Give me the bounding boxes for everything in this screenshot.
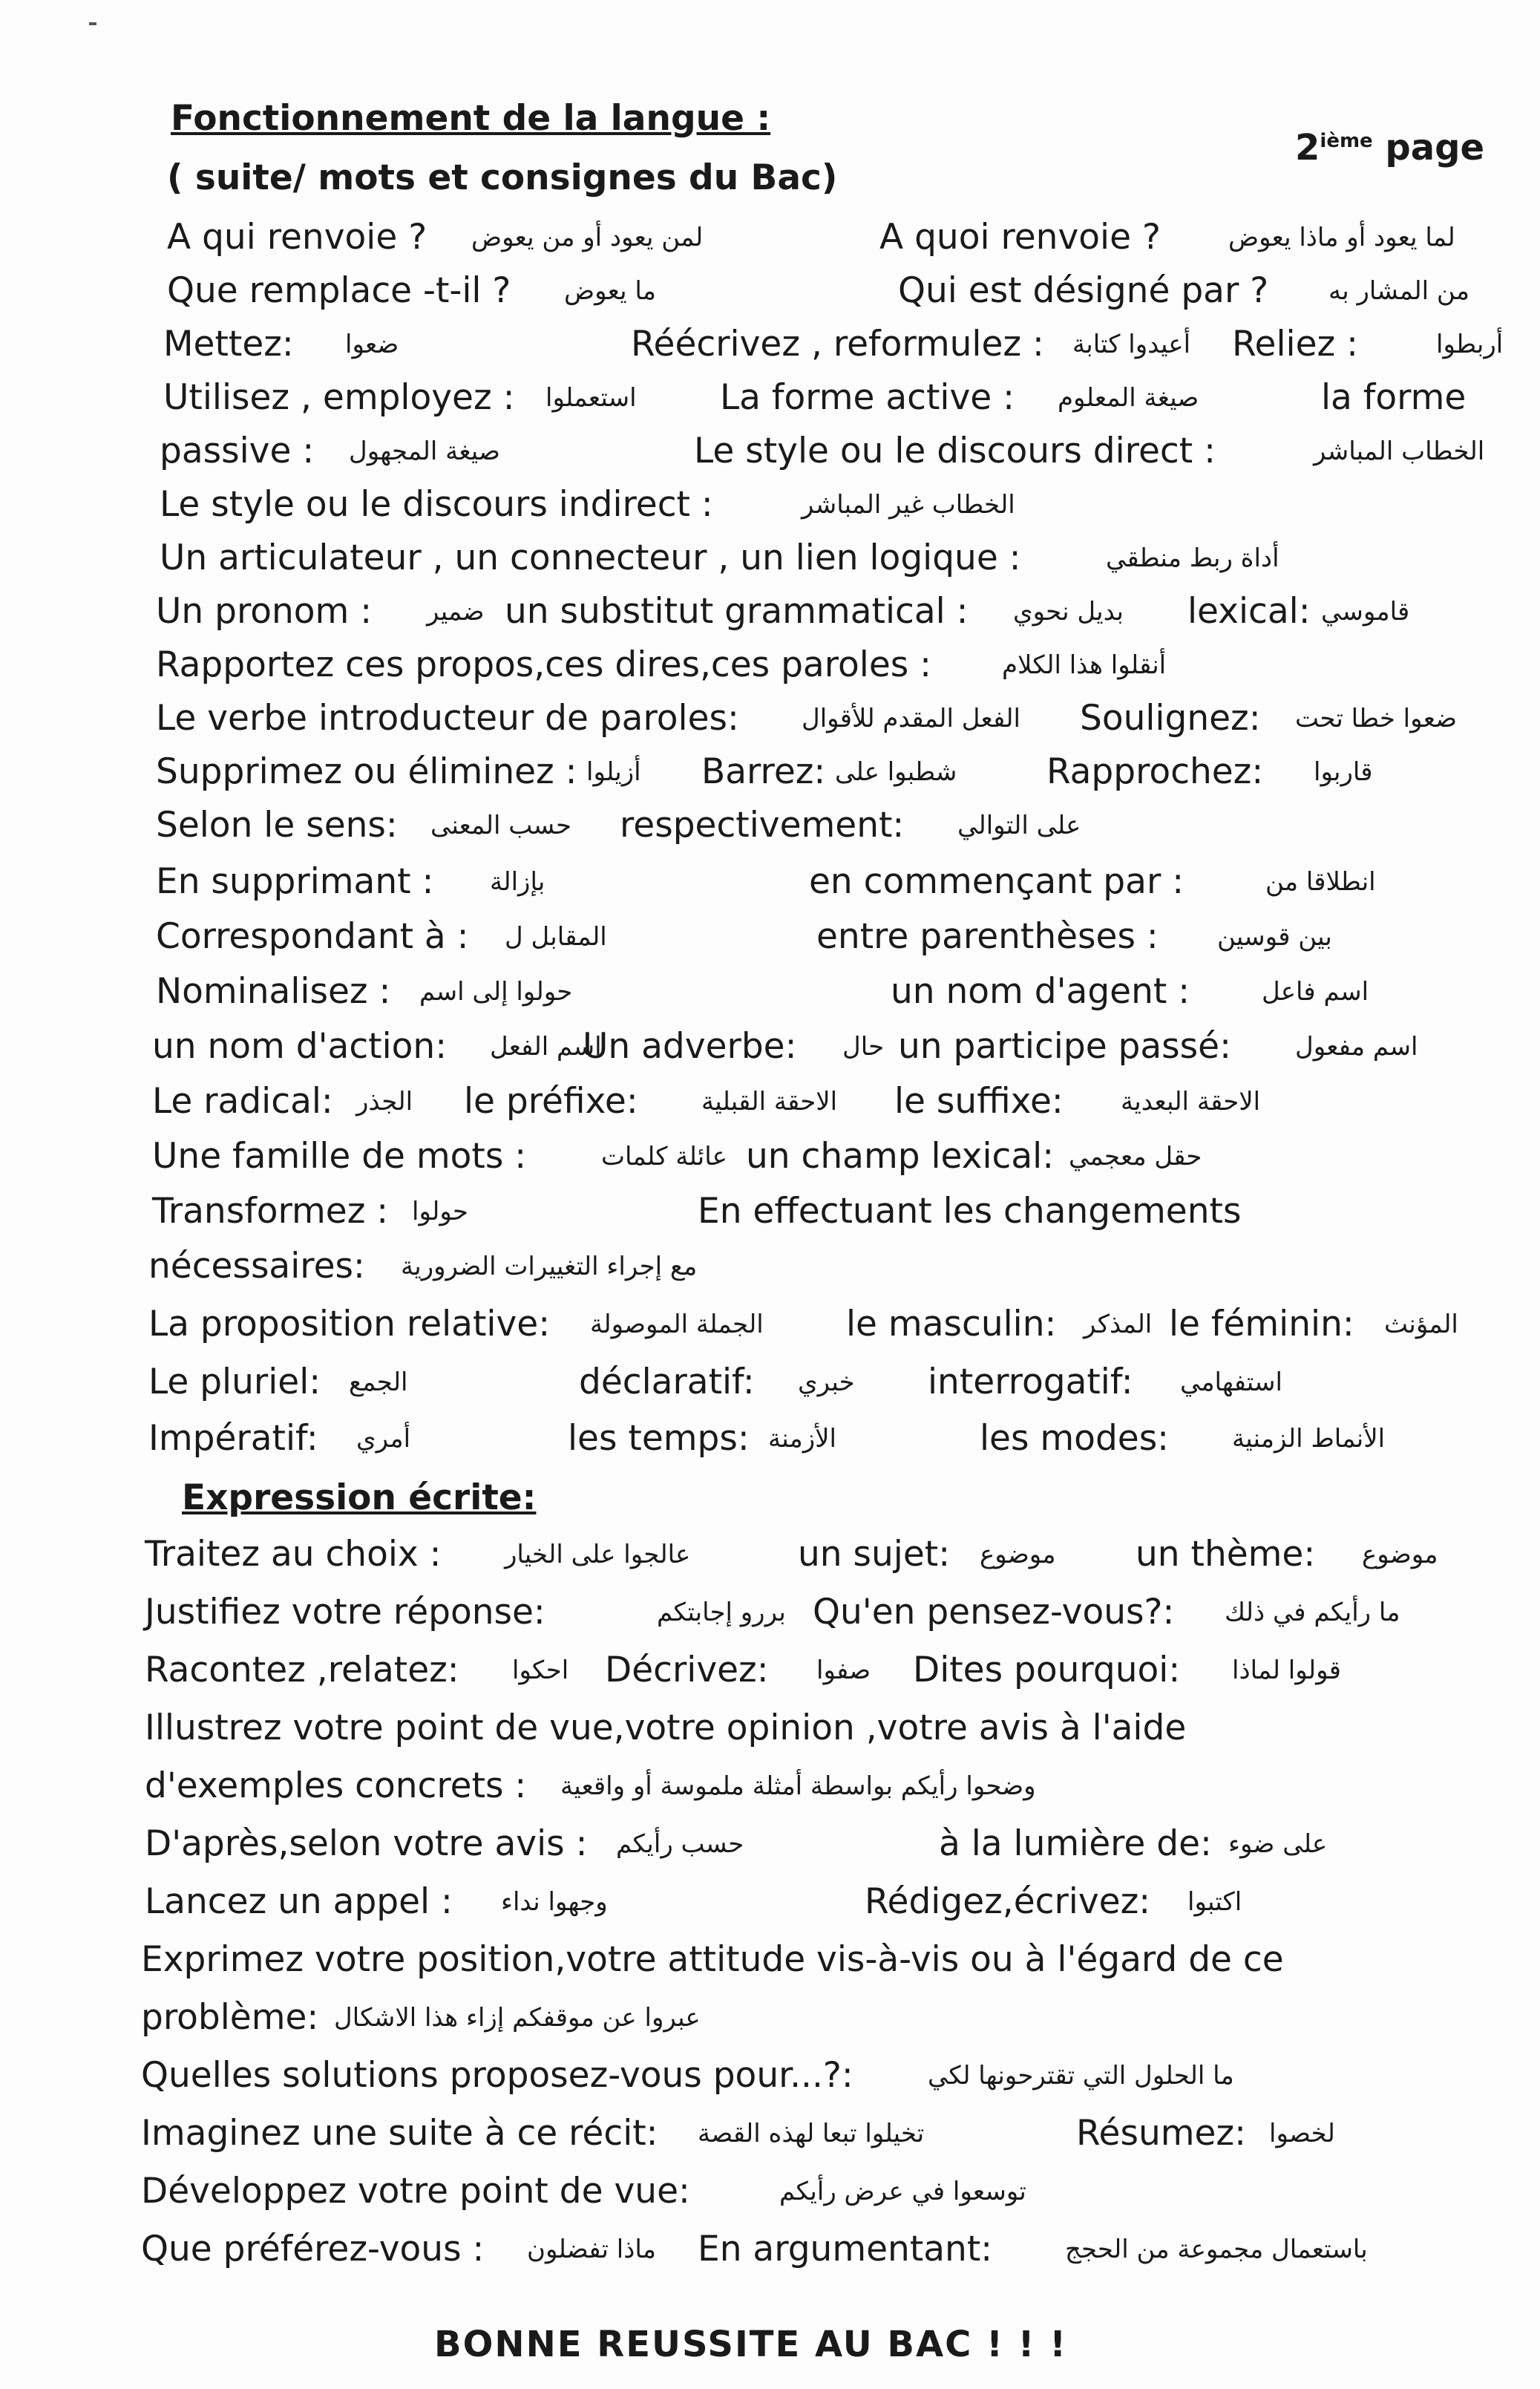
term-ar: من المشار به <box>1328 276 1469 306</box>
term-ar: صفوا <box>816 1656 871 1685</box>
term-fr: Développez votre point de vue: <box>141 2171 690 2212</box>
vocab-line <box>0 1134 1540 1194</box>
term-fr: le féminin: <box>1169 1304 1354 1344</box>
expression-line <box>0 1764 1540 1823</box>
term-fr: En supprimant : <box>156 861 434 902</box>
term-ar: أمري <box>356 1424 411 1454</box>
term-fr: Le radical: <box>152 1081 333 1122</box>
term-ar: حولوا إلى اسم <box>419 977 573 1007</box>
term-fr: Que préférez-vous : <box>141 2229 485 2269</box>
term-fr: A quoi renvoie ? <box>879 217 1161 258</box>
term-ar: اسم فاعل <box>1262 977 1369 1007</box>
page-word: page <box>1385 127 1485 169</box>
term-fr: Selon le sens: <box>156 805 398 846</box>
vocab-line <box>0 643 1540 702</box>
term-ar: حولوا <box>412 1197 468 1226</box>
term-ar: عائلة كلمات <box>601 1142 727 1171</box>
term-ar: موضوع <box>980 1540 1056 1569</box>
term-fr: nécessaires: <box>148 1246 365 1287</box>
vocab-line <box>0 589 1540 649</box>
term-fr: un substitut grammatical : <box>505 591 969 632</box>
term-fr: Exprimez votre position,votre attitude vis-à-vis ou à l'égard de ce <box>141 1939 1284 1980</box>
term-ar: الاحقة القبلية <box>701 1087 838 1117</box>
term-ar: بإزالة <box>490 867 545 897</box>
term-ar: ضمير <box>427 597 485 627</box>
vocab-line <box>0 429 1540 488</box>
term-fr: En effectuant les changements <box>698 1191 1242 1232</box>
section-subtitle: ( suite/ mots et consignes du Bac) <box>167 157 838 198</box>
vocab-line <box>0 1302 1540 1362</box>
term-ar: توسعوا في عرض رأيكم <box>779 2177 1026 2206</box>
term-fr: Reliez : <box>1232 324 1358 365</box>
term-fr: Barrez: <box>701 751 826 792</box>
term-fr: D'après,selon votre avis : <box>145 1823 588 1864</box>
term-fr: Que remplace -t-il ? <box>167 270 511 311</box>
term-ar: الجمع <box>349 1367 408 1397</box>
vocab-line <box>0 750 1540 809</box>
term-ar: الاحقة البعدية <box>1121 1087 1261 1117</box>
term-fr: Traitez au choix : <box>145 1534 442 1575</box>
expression-line <box>0 1996 1540 2055</box>
term-fr: un champ lexical: <box>746 1136 1055 1177</box>
vocab-line <box>0 1079 1540 1139</box>
scan-speck <box>89 22 96 25</box>
vocab-line <box>0 215 1540 275</box>
term-fr: d'exemples concrets : <box>145 1765 527 1806</box>
term-fr: Mettez: <box>163 324 294 365</box>
term-fr: passive : <box>160 431 315 471</box>
term-fr: Lancez un appel : <box>145 1881 453 1922</box>
term-ar: صيغة المعلوم <box>1058 383 1199 413</box>
term-ar: أزيلوا <box>586 757 641 787</box>
term-ar: صيغة المجهول <box>349 437 500 466</box>
term-ar: لما يعود أو ماذا يعوض <box>1228 223 1455 252</box>
term-fr: Le verbe introducteur de paroles: <box>156 698 739 739</box>
expression-line <box>0 2111 1540 2171</box>
term-fr: Soulignez: <box>1080 698 1261 739</box>
vocab-line <box>0 970 1540 1029</box>
term-ar: اسم مفعول <box>1295 1032 1418 1062</box>
term-ar: ما يعوض <box>564 276 656 306</box>
vocab-line <box>0 536 1540 595</box>
term-fr: Réécrivez , reformulez : <box>631 324 1044 365</box>
vocab-line <box>0 696 1540 756</box>
term-fr: Impératif: <box>148 1418 318 1459</box>
expression-line <box>0 1938 1540 1997</box>
term-ar: الخطاب غير المباشر <box>802 490 1015 520</box>
term-fr: un participe passé: <box>898 1026 1231 1067</box>
term-ar: أعيدوا كتابة <box>1072 330 1191 359</box>
expression-line <box>0 1590 1540 1650</box>
term-fr: un sujet: <box>798 1534 951 1575</box>
term-ar: استعملوا <box>545 383 637 413</box>
term-ar: على التوالي <box>957 811 1081 840</box>
term-fr: le masculin: <box>846 1304 1057 1344</box>
term-ar: أنقلوا هذا الكلام <box>1002 650 1167 680</box>
term-ar: انطلاقا من <box>1265 867 1376 897</box>
expression-heading-line <box>0 1476 1540 1535</box>
term-fr: Justifiez votre réponse: <box>145 1592 545 1633</box>
term-fr: Décrivez: <box>605 1650 769 1690</box>
term-fr: A qui renvoie ? <box>167 217 427 258</box>
term-fr: le suffixe: <box>894 1081 1064 1122</box>
footer-text: BONNE REUSSITE AU BAC ! ! ! <box>434 2324 1068 2365</box>
term-fr: Rapportez ces propos,ces dires,ces paroles : <box>156 644 932 685</box>
term-ar: ماذا تفضلون <box>527 2235 656 2264</box>
term-ar: ما رأيكم في ذلك <box>1225 1598 1400 1627</box>
expression-line <box>0 1532 1540 1592</box>
expression-line <box>0 1706 1540 1765</box>
term-fr: Rapprochez: <box>1046 751 1264 792</box>
term-fr: Le pluriel: <box>148 1362 321 1402</box>
vocab-line <box>0 322 1540 382</box>
term-ar: الفعل المقدم للأقوال <box>802 704 1020 733</box>
term-fr: lexical: <box>1187 591 1311 632</box>
page-number: 2 <box>1295 127 1320 169</box>
expression-heading: Expression écrite: <box>182 1477 537 1518</box>
term-ar: شطبوا على <box>835 757 957 787</box>
term-fr: Nominalisez : <box>156 971 391 1012</box>
vocab-line <box>0 803 1540 863</box>
term-ar: بررو إجابتكم <box>657 1598 786 1627</box>
term-ar: عبروا عن موقفكم إزاء هذا الاشكال <box>334 2003 701 2033</box>
expression-line <box>0 1880 1540 1939</box>
term-ar: خبري <box>798 1367 855 1397</box>
term-ar: استفهامي <box>1180 1367 1282 1397</box>
vocab-line <box>0 915 1540 974</box>
term-fr: Quelles solutions proposez-vous pour...?: <box>141 2055 853 2096</box>
footer-line <box>0 2322 1540 2382</box>
term-fr: respectivement: <box>620 805 905 846</box>
term-ar: الجملة الموصولة <box>590 1310 764 1339</box>
term-fr: Supprimez ou éliminez : <box>156 751 577 792</box>
term-fr: Rédigez,écrivez: <box>865 1881 1151 1922</box>
term-ar: قولوا لماذا <box>1232 1656 1341 1685</box>
term-fr: Résumez: <box>1076 2113 1246 2154</box>
term-ar: احكوا <box>512 1656 569 1685</box>
term-fr: Le style ou le discours indirect : <box>160 484 713 525</box>
term-fr: Racontez ,relatez: <box>145 1650 459 1690</box>
term-fr: interrogatif: <box>928 1362 1133 1402</box>
term-fr: Un pronom : <box>156 591 373 632</box>
term-ar: لخصوا <box>1269 2119 1335 2148</box>
page-sup: ième <box>1320 130 1373 152</box>
term-fr: en commençant par : <box>809 861 1185 902</box>
term-ar: حال <box>842 1032 885 1062</box>
term-ar: الأزمنة <box>768 1424 836 1454</box>
term-ar: الجذر <box>356 1087 413 1117</box>
term-fr: un nom d'agent : <box>891 971 1190 1012</box>
term-fr: à la lumière de: <box>939 1823 1212 1864</box>
term-fr: Un articulateur , un connecteur , un lien logique : <box>160 537 1021 578</box>
header-line-1 <box>0 97 1540 169</box>
term-fr: les temps: <box>568 1418 750 1459</box>
vocab-line <box>0 1024 1540 1084</box>
term-ar: بديل نحوي <box>1013 597 1124 627</box>
term-ar: عالجوا على الخيار <box>505 1540 691 1569</box>
term-ar: حقل معجمي <box>1069 1142 1202 1171</box>
term-ar: الأنماط الزمنية <box>1232 1424 1386 1454</box>
term-fr: Le style ou le discours direct : <box>694 431 1216 471</box>
expression-line <box>0 2053 1540 2113</box>
term-ar: أربطوا <box>1436 330 1504 359</box>
expression-line <box>0 2169 1540 2229</box>
term-fr: les modes: <box>980 1418 1170 1459</box>
term-ar: المقابل ل <box>505 922 607 952</box>
term-ar: اسم الفعل <box>490 1032 602 1062</box>
term-fr: En argumentant: <box>698 2229 993 2269</box>
header-line-2 <box>0 156 1540 215</box>
term-ar: المذكر <box>1084 1310 1153 1339</box>
term-ar: لمن يعود أو من يعوض <box>471 223 704 252</box>
vocab-line <box>0 1416 1540 1476</box>
term-fr: Transformez : <box>152 1191 389 1232</box>
term-ar: قاربوا <box>1314 757 1373 787</box>
expression-line <box>0 2227 1540 2287</box>
term-ar: ضعوا <box>345 330 399 359</box>
vocab-line <box>0 1360 1540 1419</box>
term-ar: المؤنث <box>1384 1310 1458 1339</box>
vocab-line <box>0 376 1540 435</box>
term-fr: le préfixe: <box>464 1081 638 1122</box>
expression-line <box>0 1648 1540 1707</box>
term-ar: باستعمال مجموعة من الحجج <box>1065 2235 1368 2264</box>
term-fr: La forme active : <box>720 377 1015 418</box>
term-ar: حسب المعنى <box>430 811 572 840</box>
term-fr: Un adverbe: <box>583 1026 797 1067</box>
term-ar: وجهوا نداء <box>501 1887 608 1917</box>
term-fr: un nom d'action: <box>152 1026 448 1067</box>
term-fr: Correspondant à : <box>156 916 469 957</box>
term-fr: Illustrez votre point de vue,votre opinion ,votre avis à l'aide <box>145 1707 1187 1748</box>
term-fr: Utilisez , employez : <box>163 377 515 418</box>
term-ar: ضعوا خطا تحت <box>1295 704 1457 733</box>
vocab-line <box>0 1244 1540 1304</box>
term-fr: Dites pourquoi: <box>913 1650 1181 1690</box>
vocab-line <box>0 269 1540 328</box>
term-ar: الخطاب المباشر <box>1314 437 1485 466</box>
term-fr: La proposition relative: <box>148 1304 551 1344</box>
term-ar: مع إجراء التغييرات الضرورية <box>401 1252 698 1281</box>
term-ar: اكتبوا <box>1187 1887 1242 1917</box>
term-fr: Imaginez une suite à ce récit: <box>141 2113 658 2154</box>
term-fr: entre parenthèses : <box>816 916 1159 957</box>
term-fr: la forme <box>1321 377 1467 418</box>
term-fr: Qui est désigné par ? <box>898 270 1269 311</box>
term-fr: déclaratif: <box>579 1362 755 1402</box>
term-fr: Une famille de mots : <box>152 1136 527 1177</box>
expression-line <box>0 1822 1540 1881</box>
vocab-line <box>0 483 1540 542</box>
vocab-line <box>0 860 1540 919</box>
term-ar: على ضوء <box>1228 1829 1328 1859</box>
term-ar: وضحوا رأيكم بواسطة أمثلة ملموسة أو واقعية <box>560 1771 1036 1801</box>
term-ar: أداة ربط منطقي <box>1106 543 1279 573</box>
term-ar: بين قوسين <box>1217 922 1332 952</box>
term-ar: ما الحلول التي تقترحونها لكي <box>928 2061 1234 2091</box>
term-ar: حسب رأيكم <box>616 1829 744 1859</box>
section-title: Fonctionnement de la langue : <box>171 98 771 139</box>
term-fr: Qu'en pensez-vous?: <box>813 1592 1175 1633</box>
vocab-line <box>0 1189 1540 1249</box>
term-ar: قاموسي <box>1321 597 1410 627</box>
term-fr: un thème: <box>1136 1534 1316 1575</box>
term-ar: تخيلوا تبعا لهذه القصة <box>698 2119 925 2148</box>
term-ar: موضوع <box>1362 1540 1438 1569</box>
term-fr: problème: <box>141 1997 319 2038</box>
